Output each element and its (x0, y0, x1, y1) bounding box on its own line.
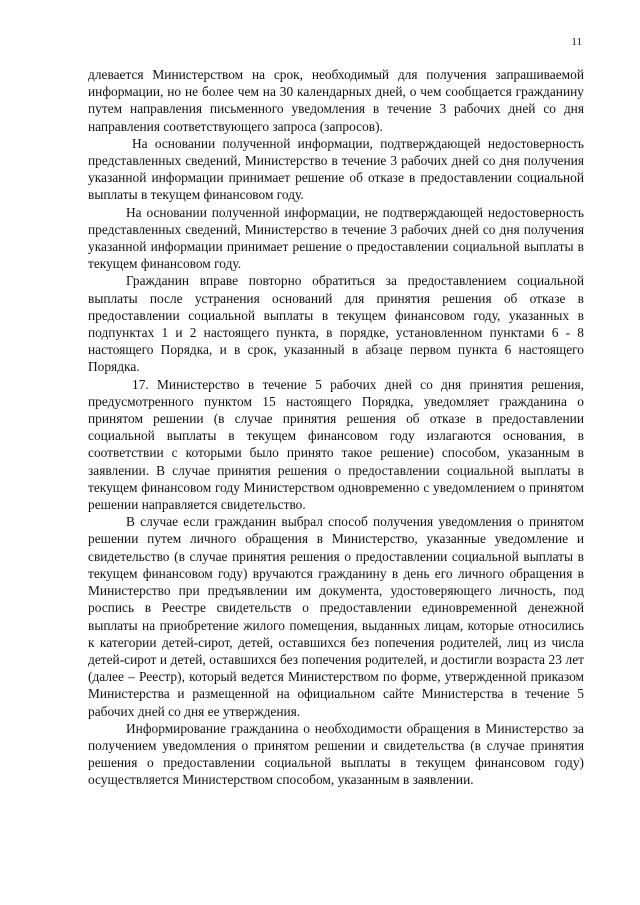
document-body (88, 66, 584, 789)
paragraph-grant-decision: На основании полученной информации, не подтверждающей недостоверность представленных сведений, Министерство в течение 3 рабочих дней со дня получения указанной информации принимает решение о предоставлении социальной выплаты в текущем финансовом году. (88, 204, 584, 272)
paragraph-informing: Информирование гражданина о необходимости обращения в Министерство за получением уведомления о принятом решении и свидетельства (в случае принятия решения о предоставлении социальной выплаты в текущем финансовом году) осуществляется Министерством способом, указанным в заявлении. (88, 720, 584, 788)
paragraph-item-17: 17. Министерство в течение 5 рабочих дней со дня принятия решения, предусмотренного пунктом 15 настоящего Порядка, уведомляет гражданина о принятом решении (в случае принятия решения об отказе в предоставлении социальной выплаты в текущем финансовом году излагаются основания, в соответствии с которыми было принято такое решение) способом, указанным в заявлении. В случае принятия решения о предоставлении социальной выплаты в текущем финансовом году Министерством одновременно с уведомлением о принятом решении направляется свидетельство. (88, 376, 584, 513)
page-number: 11 (571, 36, 582, 48)
paragraph-personal-visit: В случае если гражданин выбрал способ получения уведомления о принятом решении путем личного обращения в Министерство, указанные уведомление и свидетельство (в случае принятия решения о предоставлении социальной выплаты в текущем финансовом году) вручаются гражданину в день его личного обращения в Министерство при предъявлении им документа, удостоверяющего личность, под роспись в Реестре свидетельств о предоставлении единовременной денежной выплаты на приобретение жилого помещения, выданных лицам, которые относились к категории детей-сирот, детей, оставшихся без попечения родителей, лиц из числа детей-сирот и детей, оставшихся без попечения родителей, и достигли возраста 23 лет (далее – Реестр), который ведется Министерством по форме, утвержденной приказом Министерства и размещенной на официальном сайте Министерства в течение 5 рабочих дней со дня ее утверждения. (88, 514, 584, 719)
paragraph-repeat-application: Гражданин вправе повторно обратиться за предоставлением социальной выплаты после устранения оснований для принятия решения об отказе в предоставлении социальной выплаты в текущем финансовом году, указанных в подпунктах 1 и 2 настоящего пункта, в порядке, установленном пунктами 6 - 8 настоящего Порядка, и в срок, указанный в абзаце первом пункта 6 настоящего Порядка. (88, 273, 584, 375)
paragraph-refusal-decision: На основании полученной информации, подтверждающей недостоверность представленных сведений, Министерство в течение 3 рабочих дней со дня получения указанной информации принимает решение об отказе в предоставлении социальной выплаты в текущем финансовом году. (88, 135, 584, 203)
paragraph-continuation: длевается Министерством на срок, необходимый для получения запрашиваемой информации, но не более чем на 30 календарных дней, о чем сообщается гражданину путем направления письменного уведомления в течение 3 рабочих дней со дня направления соответствующего запроса (запросов). (88, 67, 584, 134)
